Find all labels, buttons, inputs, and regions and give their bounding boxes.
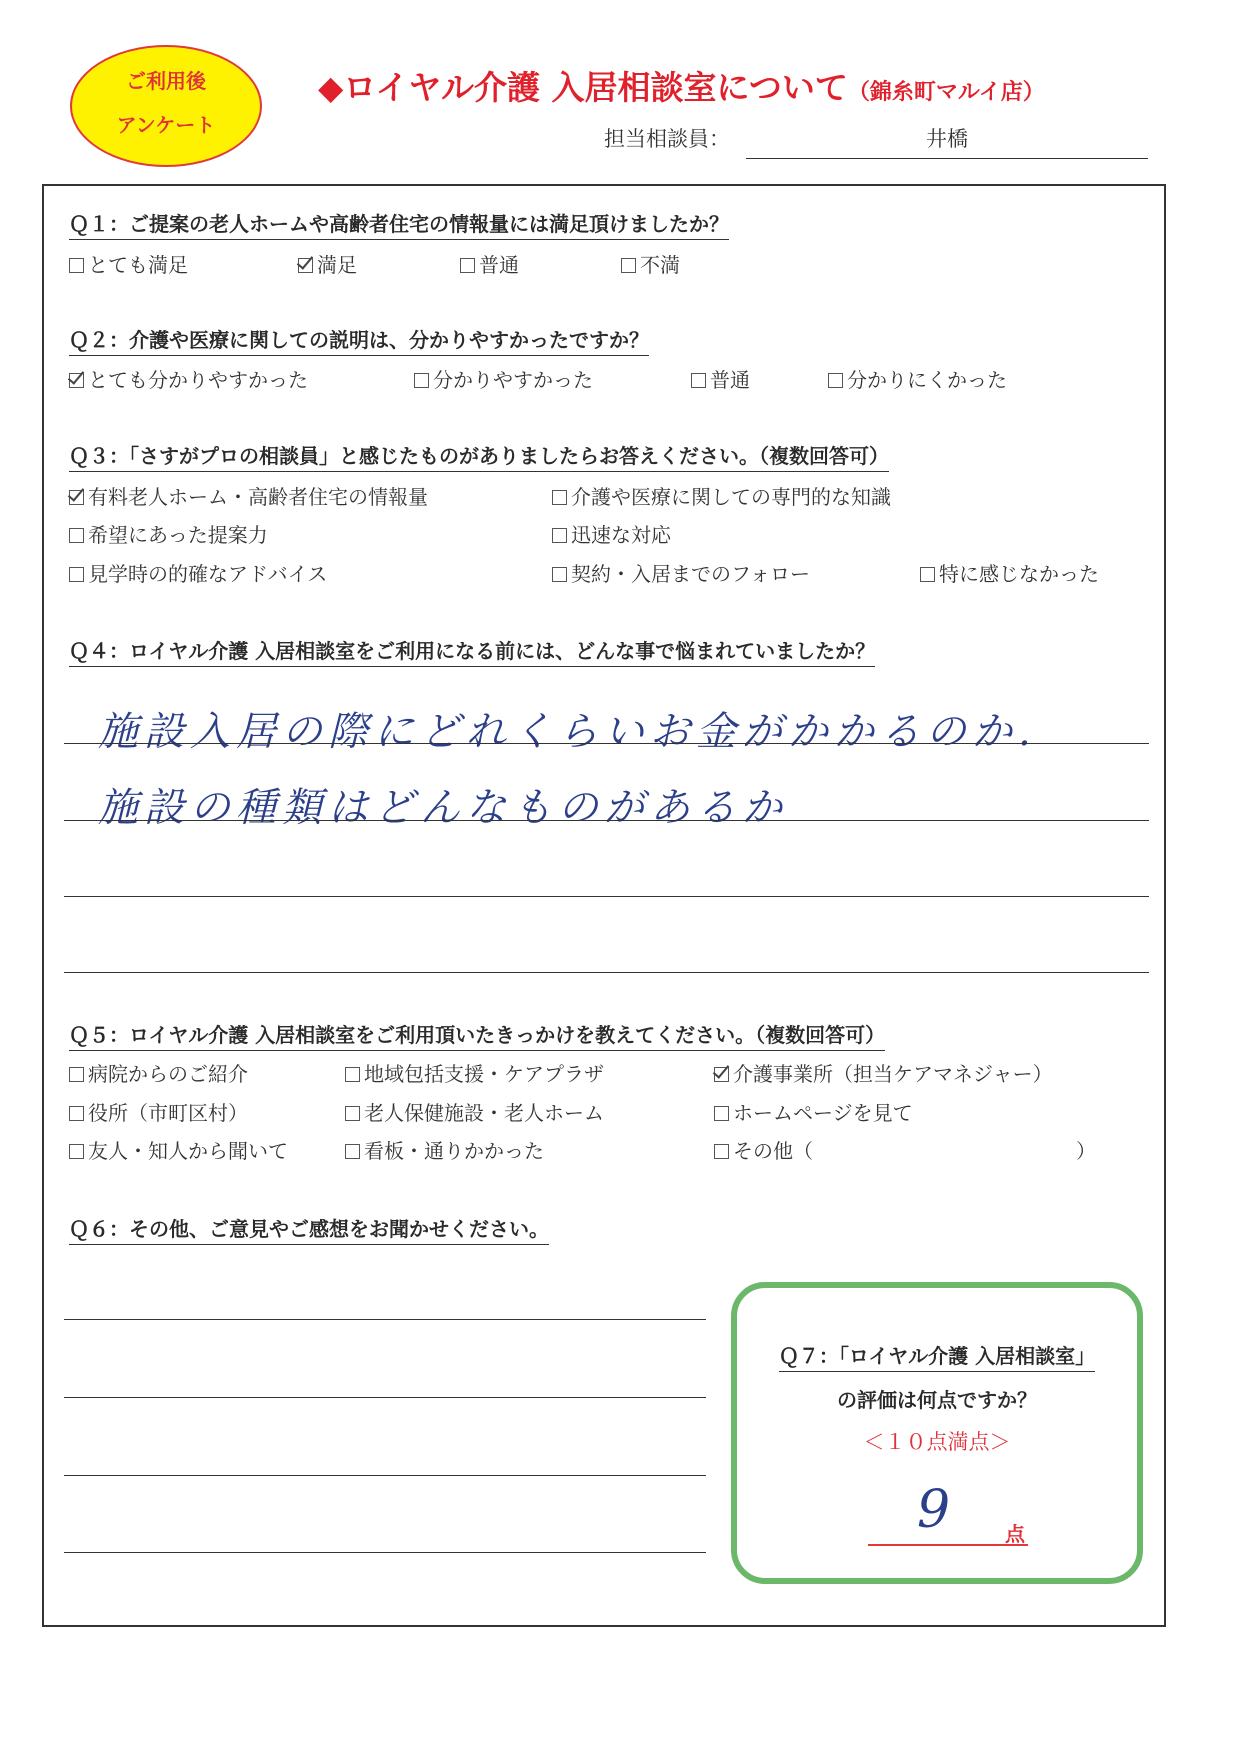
checkbox-checked-icon bbox=[69, 490, 84, 505]
q7-score-underline bbox=[868, 1544, 1028, 1546]
checkbox-icon bbox=[345, 1067, 360, 1082]
q2-option-clear[interactable]: 分かりやすかった bbox=[414, 364, 593, 393]
q5-option-care-office[interactable]: 介護事業所（担当ケアマネジャー） bbox=[714, 1058, 1053, 1087]
q5-option-community-support[interactable]: 地域包括支援・ケアプラザ bbox=[345, 1058, 604, 1087]
checkbox-icon bbox=[345, 1106, 360, 1121]
q4-answer-line-1: 施設入居の際にどれくらいお金がかかるのか. bbox=[98, 709, 1037, 755]
page-title bbox=[318, 62, 1045, 109]
checkbox-checked-icon bbox=[69, 373, 84, 388]
q4-answer-rule bbox=[64, 820, 1149, 821]
checkbox-icon bbox=[552, 490, 567, 505]
q2-option-normal[interactable]: 普通 bbox=[691, 364, 750, 393]
q5-option-elderly-facility[interactable]: 老人保健施設・老人ホーム bbox=[345, 1097, 604, 1126]
checkbox-icon bbox=[69, 528, 84, 543]
badge-line-1: ご利用後 bbox=[126, 69, 206, 93]
counselor-name: 井橋 bbox=[926, 127, 968, 151]
checkbox-icon bbox=[691, 373, 706, 388]
q7-question-line-1: Ｑ７：「ロイヤル介護 入居相談室」 bbox=[737, 1340, 1137, 1369]
q7-score-unit: 点 bbox=[1005, 1522, 1025, 1546]
checkbox-icon bbox=[621, 258, 636, 273]
q1-option-satisfied[interactable]: 満足 bbox=[298, 249, 357, 278]
q7-score: 9 bbox=[917, 1480, 951, 1540]
q4-question: Ｑ４：ロイヤル介護 入居相談室をご利用になる前には、どんな事で悩まれていましたか？ bbox=[69, 635, 875, 664]
badge-line-2: アンケート bbox=[116, 113, 216, 137]
q4-answer-rule bbox=[64, 972, 1149, 973]
after-use-survey-badge bbox=[70, 45, 262, 167]
checkbox-icon bbox=[69, 1067, 84, 1082]
q5-option-homepage[interactable]: ホームページを見て bbox=[714, 1097, 913, 1126]
q3-question: Ｑ３：「さすがプロの相談員」と感じたものがありましたらお答えください。（複数回答可） bbox=[69, 440, 889, 469]
q7-rating-box bbox=[731, 1282, 1143, 1584]
checkbox-icon bbox=[828, 373, 843, 388]
q5-option-signboard[interactable]: 看板・通りかかった bbox=[345, 1135, 544, 1164]
q3-option-expertise[interactable]: 介護や医療に関しての専門的な知識 bbox=[552, 481, 891, 510]
q5-option-government-office[interactable]: 役所（市町区村） bbox=[69, 1097, 248, 1126]
q3-option-nothing[interactable]: 特に感じなかった bbox=[920, 558, 1099, 587]
q7-scale: ＜１０点満点＞ bbox=[863, 1430, 1011, 1454]
q2-option-very-clear[interactable]: とても分かりやすかった bbox=[69, 364, 308, 393]
checkbox-icon bbox=[69, 567, 84, 582]
q3-option-follow-up[interactable]: 契約・入居までのフォロー bbox=[552, 558, 810, 587]
checkbox-checked-icon bbox=[714, 1067, 729, 1082]
counselor-underline bbox=[746, 158, 1148, 159]
q5-other-close-paren: ） bbox=[1076, 1139, 1096, 1163]
q2-option-unclear[interactable]: 分かりにくかった bbox=[828, 364, 1007, 393]
q1-option-very-satisfied[interactable]: とても満足 bbox=[69, 249, 188, 278]
q6-answer-rule bbox=[64, 1552, 706, 1553]
q3-option-quick-response[interactable]: 迅速な対応 bbox=[552, 519, 671, 548]
counselor-label: 担当相談員： bbox=[604, 127, 730, 151]
checkbox-icon bbox=[714, 1144, 729, 1159]
checkbox-icon bbox=[69, 258, 84, 273]
checkbox-icon bbox=[69, 1144, 84, 1159]
q3-option-information[interactable]: 有料老人ホーム・高齢者住宅の情報量 bbox=[69, 481, 428, 510]
q5-option-other[interactable]: その他（ bbox=[714, 1135, 813, 1164]
checkbox-icon bbox=[552, 567, 567, 582]
q4-answer-line-2: 施設の種類はどんなものがあるか bbox=[98, 785, 788, 831]
q6-question: Ｑ６：その他、ご意見やご感想をお聞かせください。 bbox=[69, 1213, 549, 1242]
title-text: ◆ロイヤル介護 入居相談室について bbox=[318, 68, 848, 107]
checkbox-icon bbox=[920, 567, 935, 582]
checkbox-icon bbox=[69, 1106, 84, 1121]
checkbox-icon bbox=[414, 373, 429, 388]
q6-answer-rule bbox=[64, 1475, 706, 1476]
q5-option-hospital[interactable]: 病院からのご紹介 bbox=[69, 1058, 248, 1087]
q1-option-normal[interactable]: 普通 bbox=[460, 249, 519, 278]
checkbox-checked-icon bbox=[298, 258, 313, 273]
q5-question: Ｑ５：ロイヤル介護 入居相談室をご利用頂いたきっかけを教えてください。（複数回答可） bbox=[69, 1019, 885, 1048]
q6-answer-rule bbox=[64, 1319, 706, 1320]
q7-question-line-2: の評価は何点ですか？ bbox=[837, 1388, 1037, 1412]
checkbox-icon bbox=[714, 1106, 729, 1121]
q6-answer-rule bbox=[64, 1397, 706, 1398]
checkbox-icon bbox=[552, 528, 567, 543]
q1-question: Ｑ１：ご提案の老人ホームや高齢者住宅の情報量には満足頂けましたか？ bbox=[69, 208, 729, 237]
q5-option-friend[interactable]: 友人・知人から聞いて bbox=[69, 1135, 288, 1164]
q1-option-dissatisfied[interactable]: 不満 bbox=[621, 249, 680, 278]
checkbox-icon bbox=[345, 1144, 360, 1159]
q4-answer-rule bbox=[64, 743, 1149, 744]
q4-answer-rule bbox=[64, 896, 1149, 897]
checkbox-icon bbox=[460, 258, 475, 273]
store-name: （錦糸町マルイ店） bbox=[847, 80, 1045, 105]
q3-option-visit-advice[interactable]: 見学時の的確なアドバイス bbox=[69, 558, 327, 587]
q3-option-proposal[interactable]: 希望にあった提案力 bbox=[69, 519, 268, 548]
q2-question: Ｑ２：介護や医療に関しての説明は、分かりやすかったですか？ bbox=[69, 324, 649, 353]
